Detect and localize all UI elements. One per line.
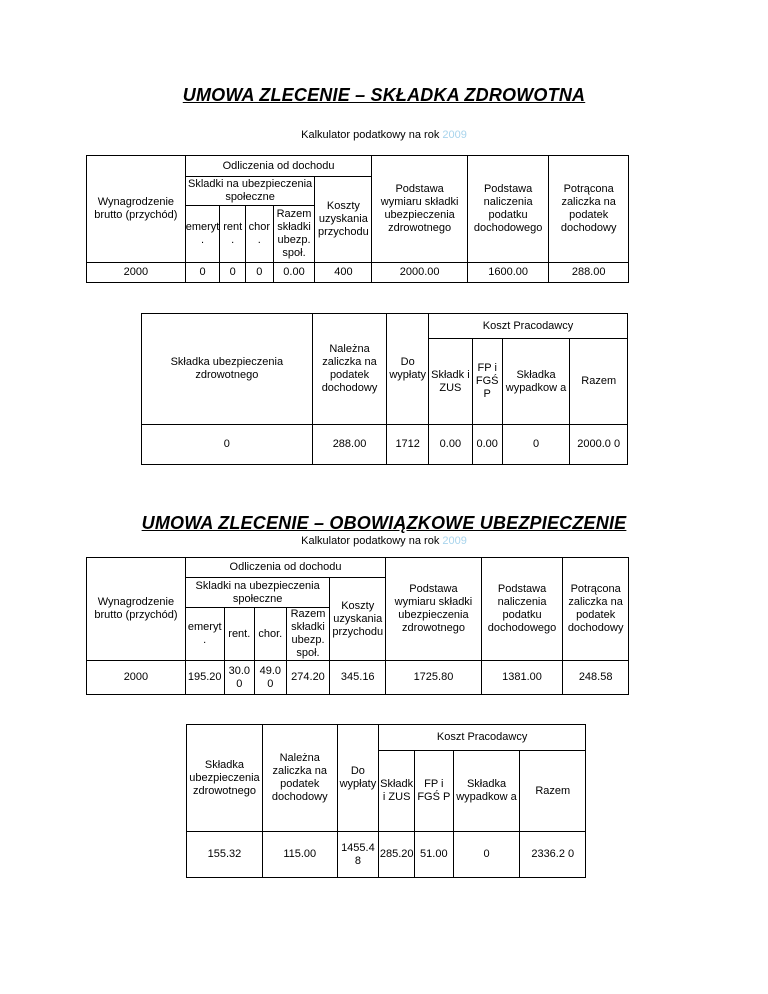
table-row (87, 263, 629, 283)
section1-subtitle (0, 129, 768, 141)
cell-gross: 2000 (87, 661, 186, 695)
cell-total: 2336.2 0 (520, 832, 586, 878)
cell-payout: 1712 (387, 425, 429, 465)
header-sickness: chor. (255, 608, 287, 661)
cell-withheld-tax: 248.58 (563, 661, 629, 695)
header-social-total: Razem składki ubezp. społ. (286, 608, 330, 661)
header-payout: Do wypłaty (337, 725, 379, 832)
header-disability: rent . (220, 206, 246, 263)
header-withheld-tax: Potrącona zaliczka na podatek dochodowy (549, 156, 629, 263)
header-withheld-tax: Potrącona zaliczka na podatek dochodowy (563, 558, 629, 661)
cell-costs: 345.16 (330, 661, 386, 695)
cell-pension: 195.20 (185, 661, 224, 695)
cell-accident: 0 (502, 425, 570, 465)
subtitle-year: 2009 (442, 129, 467, 141)
header-due-advance: Należna zaliczka na podatek dochodowy (312, 314, 387, 425)
cell-withheld-tax: 288.00 (549, 263, 629, 283)
header-deductions: Odliczenia od dochodu (185, 156, 372, 177)
cell-fp-fgsp: 0.00 (472, 425, 502, 465)
header-deductions: Odliczenia od dochodu (185, 558, 385, 578)
subtitle-year: 2009 (442, 535, 467, 547)
table-row (87, 661, 629, 695)
header-costs: Koszty uzyskania przychodu (330, 578, 386, 661)
header-costs: Koszty uzyskania przychodu (315, 177, 372, 263)
section2-income-table (86, 557, 629, 695)
header-zus: Składk i ZUS (429, 339, 473, 425)
header-total: Razem (520, 751, 586, 832)
header-accident: Składka wypadkow a (453, 751, 520, 832)
cell-fp-fgsp: 51.00 (415, 832, 453, 878)
cell-sickness: 49.0 0 (255, 661, 287, 695)
cell-social-total: 0.00 (273, 263, 315, 283)
cell-sickness: 0 (245, 263, 273, 283)
header-zus: Składk i ZUS (379, 751, 415, 832)
section1-employer-table (141, 313, 628, 465)
section2-subtitle (0, 535, 768, 547)
header-gross: Wynagrodzenie brutto (przychód) (87, 156, 186, 263)
header-health-base: Podstawa wymiaru składki ubezpieczenia zdrowotnego (372, 156, 468, 263)
header-disability: rent. (224, 608, 255, 661)
cell-payout: 1455.4 8 (337, 832, 379, 878)
cell-pension: 0 (185, 263, 220, 283)
cell-costs: 400 (315, 263, 372, 283)
header-health-contribution: Składka ubezpieczenia zdrowotnego (187, 725, 263, 832)
cell-disability: 30.0 0 (224, 661, 255, 695)
subtitle-text: Kalkulator podatkowy na rok (301, 129, 440, 141)
header-tax-base: Podstawa naliczenia podatku dochodowego (467, 156, 548, 263)
cell-tax-base: 1600.00 (467, 263, 548, 283)
header-employer-cost: Koszt Pracodawcy (379, 725, 586, 751)
table-row (142, 425, 628, 465)
section2-title: UMOWA ZLECENIE – OBOWIĄZKOWE UBEZPIECZENIE (141, 513, 627, 533)
header-tax-base: Podstawa naliczenia podatku dochodowego (481, 558, 562, 661)
cell-social-total: 274.20 (286, 661, 330, 695)
cell-due-advance: 115.00 (262, 832, 337, 878)
header-pension: emeryt . (185, 206, 220, 263)
header-payout: Do wypłaty (387, 314, 429, 425)
cell-zus: 0.00 (429, 425, 473, 465)
cell-health-base: 1725.80 (386, 661, 482, 695)
cell-gross: 2000 (87, 263, 186, 283)
header-gross: Wynagrodzenie brutto (przychód) (87, 558, 186, 661)
header-due-advance: Należna zaliczka na podatek dochodowy (262, 725, 337, 832)
section1-income-table (86, 155, 629, 283)
header-employer-cost: Koszt Pracodawcy (429, 314, 628, 339)
header-social: Skladki na ubezpieczenia społeczne (185, 578, 329, 608)
cell-due-advance: 288.00 (312, 425, 387, 465)
cell-health-contribution: 155.32 (187, 832, 263, 878)
cell-total: 2000.0 0 (570, 425, 628, 465)
cell-health-contribution: 0 (142, 425, 313, 465)
header-total: Razem (570, 339, 628, 425)
header-social: Skladki na ubezpieczenia społeczne (185, 177, 315, 206)
cell-tax-base: 1381.00 (481, 661, 562, 695)
header-social-total: Razem składki ubezp. społ. (273, 206, 315, 263)
header-sickness: chor . (245, 206, 273, 263)
section2-employer-table (186, 724, 586, 878)
header-health-base: Podstawa wymiaru składki ubezpieczenia zdrowotnego (386, 558, 482, 661)
cell-zus: 285.20 (379, 832, 415, 878)
header-fp-fgsp: FP i FGŚ P (415, 751, 453, 832)
header-fp-fgsp: FP i FGŚ P (472, 339, 502, 425)
cell-disability: 0 (220, 263, 246, 283)
header-pension: emeryt . (185, 608, 224, 661)
header-accident: Składka wypadkow a (502, 339, 570, 425)
table-row (187, 832, 586, 878)
header-health-contribution: Składka ubezpieczenia zdrowotnego (142, 314, 313, 425)
section1-title: UMOWA ZLECENIE – SKŁADKA ZDROWOTNA (182, 85, 586, 105)
cell-health-base: 2000.00 (372, 263, 468, 283)
subtitle-text: Kalkulator podatkowy na rok (301, 535, 440, 547)
cell-accident: 0 (453, 832, 520, 878)
